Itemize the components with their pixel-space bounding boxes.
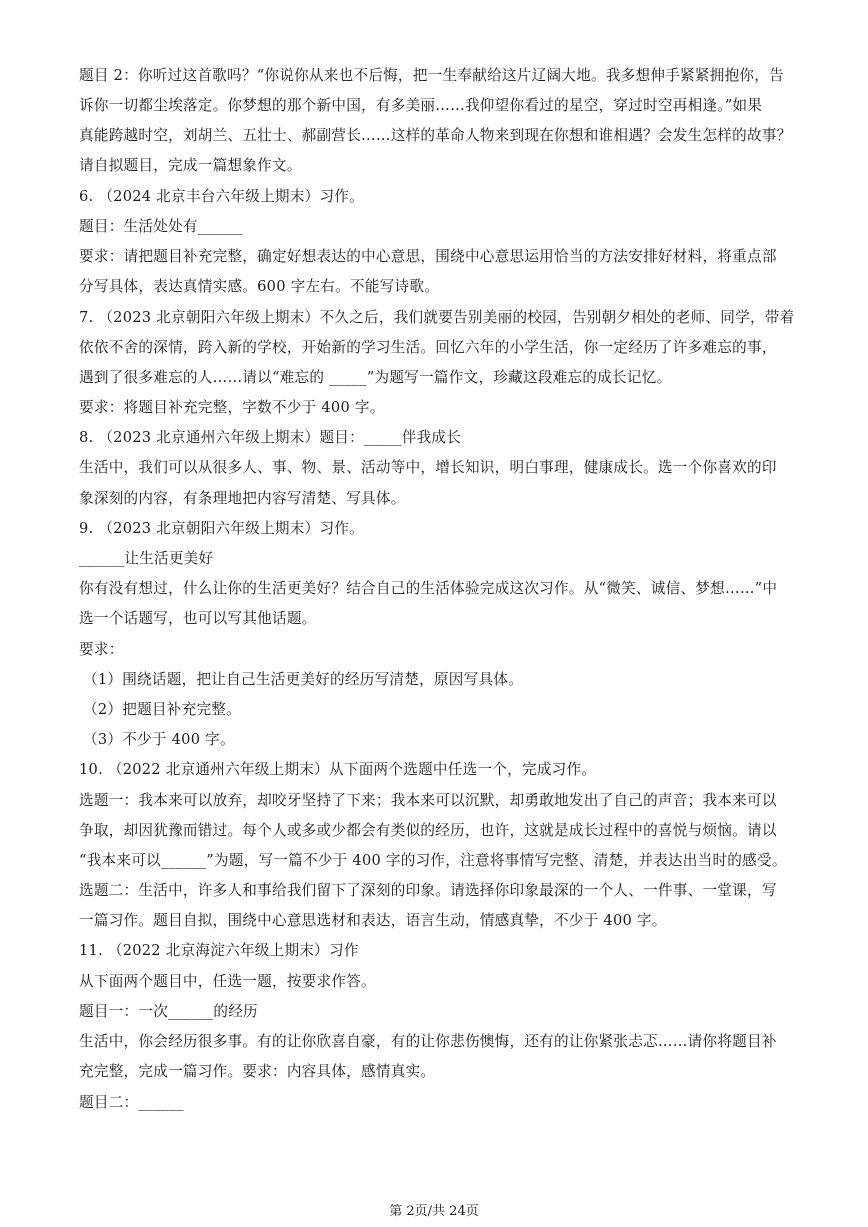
text-line: 选题二：生活中，许多人和事给我们留下了深刻的印象。请选择你印象最深的一个人、一件事、一堂课，写 [79, 882, 777, 899]
text-line: 充完整，完成一篇习作。要求：内容具体，感情真实。 [79, 1063, 436, 1080]
question-heading: 11. （2022 北京海淀六年级上期末）习作 [79, 942, 359, 959]
text-line: 遇到了很多难忘的人……请以“难忘的 _____”为题写一篇作文，珍藏这段难忘的成长记忆。 [79, 369, 672, 386]
text-line: 你有没有想过，什么让你的生活更美好？结合自己的生活体验完成这次习作。从“微笑、诚信、梦想……”中 [79, 580, 778, 597]
text-line: 争取，却因犹豫而错过。每个人或多或少都会有类似的经历，也许，这就是成长过程中的喜悦与烦恼。请以 [79, 822, 777, 839]
text-line: 题目 2：你听过这首歌吗？“你说你从来也不后悔，把一生奉献给这片辽阔大地。我多想伸手紧紧拥抱你，告 [79, 67, 784, 84]
text-line: 诉你一切都尘埃落定。你梦想的那个新中国，有多美丽……我仰望你看过的星空，穿过时空再相逢。”如果 [79, 97, 763, 114]
text-line: 象深刻的内容，有条理地把内容写清楚、写具体。 [79, 490, 406, 507]
requirement-item: （1）围绕话题，把让自己生活更美好的经历写清楚，原因写具体。 [83, 671, 524, 688]
text-line: 要求：请把题目补充完整，确定好想表达的中心意思，围绕中心意思运用恰当的方法安排好材料，将重点部 [79, 248, 777, 265]
text-line: 题目二：______ [79, 1094, 184, 1111]
question-heading: 8. （2023 北京通州六年级上期末）题目：_____伴我成长 [79, 429, 462, 446]
text-line: 生活中，你会经历很多事。有的让你欣喜自豪，有的让你悲伤懊悔，还有的让你紧张忐忑……请你将题目补 [79, 1033, 777, 1050]
text-line: 题目一：一次______的经历 [79, 1003, 258, 1020]
question-heading: 9. （2023 北京朝阳六年级上期末）习作。 [79, 520, 364, 537]
text-line: 依依不舍的深情，跨入新的学校，开始新的学习生活。回忆六年的小学生活，你一定经历了许多难忘的事， [79, 339, 777, 356]
text-line: 分写具体，表达真情实感。600 字左右。不能写诗歌。 [79, 278, 440, 295]
text-line: 要求： [79, 641, 124, 658]
text-line: “我本来可以______”为题，写一篇不少于 400 字的习作，注意将事情写完整、清楚，并表达出当时的感受。 [79, 852, 787, 869]
text-line: 选题一：我本来可以放弃，却咬牙坚持了下来；我本来可以沉默，却勇敢地发出了自己的声音；我本来可以 [79, 792, 777, 809]
requirement-item: （2）把题目补充完整。 [83, 701, 241, 718]
question-heading: 6. （2024 北京丰台六年级上期末）习作。 [79, 188, 364, 205]
question-heading: 10. （2022 北京通州六年级上期末）从下面两个选题中任选一个，完成习作。 [79, 761, 597, 778]
page-number-footer: 第 2页/共 24页 [389, 1204, 479, 1219]
text-line: 要求：将题目补充完整，字数不少于 400 字。 [79, 399, 385, 416]
text-line: 一篇习作。题目自拟，围绕中心意思选材和表达，语言生动，情感真挚，不少于 400 字。 [79, 912, 667, 929]
text-line: 题目：生活处处有______ [79, 218, 244, 235]
text-line: 生活中，我们可以从很多人、事、物、景、活动等中，增长知识，明白事理，健康成长。选一个你喜欢的印 [79, 459, 777, 476]
requirement-item: （3）不少于 400 字。 [83, 731, 235, 748]
text-line: 选一个话题写，也可以写其他话题。 [79, 610, 317, 627]
text-line: 请自拟题目，完成一篇想象作文。 [79, 157, 302, 174]
text-line: 从下面两个题目中，任选一题，按要求作答。 [79, 973, 376, 990]
text-line: ______让生活更美好 [79, 550, 214, 567]
question-heading: 7. （2023 北京朝阳六年级上期末）不久之后，我们就要告别美丽的校园，告别朝夕相处的老师、同学，带着 [79, 309, 795, 326]
text-line: 真能跨越时空，刘胡兰、五壮士、郝副营长……这样的革命人物来到现在你想和谁相遇？会发生怎样的故事？ [79, 127, 792, 144]
